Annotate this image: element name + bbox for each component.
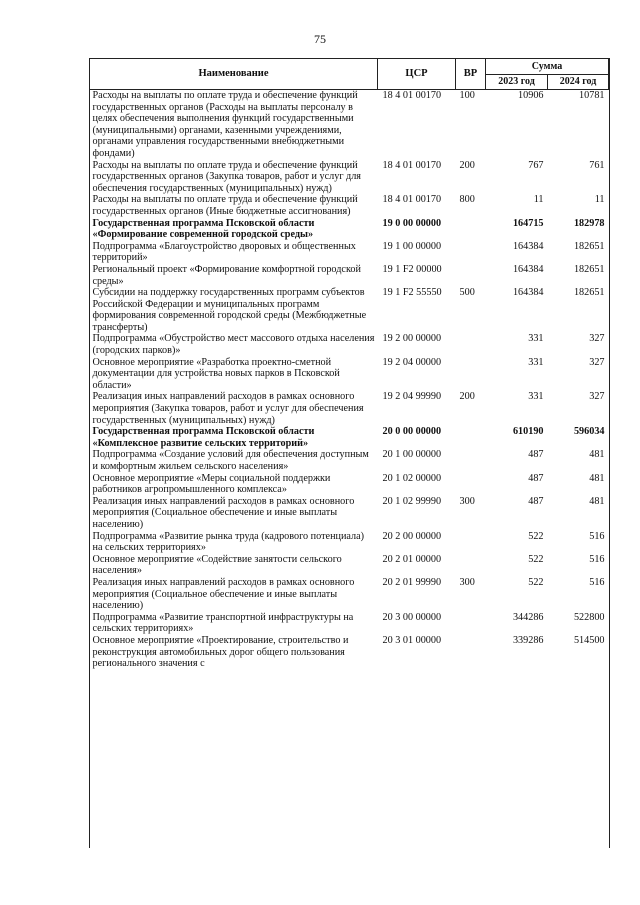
table-row	[90, 473, 609, 496]
row-csr: 20 1 02 99990	[382, 495, 442, 507]
table-row	[90, 241, 609, 264]
row-sum-2023: 522	[528, 553, 544, 565]
row-name: Основное мероприятие «Проектирование, строительство и реконструкция автомобильных дорог общего пользования регионального значения с	[92, 634, 349, 670]
row-csr: 18 4 01 00170	[382, 194, 442, 206]
row-vr: 300	[459, 495, 475, 507]
row-csr: 20 2 01 00000	[382, 553, 442, 565]
row-sum-2024: 596034	[573, 426, 605, 438]
row-sum-2024: 182651	[573, 287, 605, 299]
row-sum-2023: 331	[528, 356, 544, 368]
row-sum-2023: 339286	[512, 634, 544, 646]
row-sum-2024: 481	[589, 449, 605, 461]
row-sum-2023: 522	[528, 530, 544, 542]
row-name: Подпрограмма «Благоустройство дворовых и общественных территорий»	[92, 240, 356, 264]
row-vr	[456, 218, 486, 241]
row-csr: 20 0 00 00000	[382, 426, 442, 438]
row-sum-2023: 487	[528, 495, 544, 507]
row-csr: 19 1 00 00000	[382, 240, 442, 252]
table-row	[90, 531, 609, 554]
row-csr: 19 2 04 99990	[382, 391, 442, 403]
row-name: Расходы на выплаты по оплате труда и обеспечение функций государственных органов (Закупка товаров, работ и услуг для обеспечения государственных (муниципальных) нужд)	[92, 159, 361, 194]
row-sum-2024: 182651	[573, 263, 605, 275]
row-name: Подпрограмма «Развитие транспортной инфраструктуры на сельских территориях»	[92, 611, 354, 635]
row-vr: 500	[459, 287, 475, 299]
row-name: Расходы на выплаты по оплате труда и обеспечение функций государственных органов (Расходы на выплаты персоналу в целях обеспечения выполнения функций государственными (муниципальными) органами, казенными учреждениями, органами управления государственными внебюджетными фондами)	[92, 90, 358, 159]
row-name: Основное мероприятие «Разработка проектно-сметной документации для устройства новых парков в Псковской области»	[92, 356, 340, 391]
row-sum-2023: 164384	[512, 263, 544, 275]
row-vr: 200	[459, 391, 475, 403]
row-sum-2023: 10906	[518, 90, 544, 101]
row-vr	[456, 264, 486, 287]
row-sum-2024: 182978	[573, 217, 605, 229]
table-row	[90, 218, 609, 241]
row-csr: 19 0 00 00000	[382, 217, 442, 229]
row-csr: 19 1 F2 55550	[382, 287, 442, 299]
row-name: Государственная программа Псковской области «Формирование современной городской среды»	[92, 217, 315, 241]
row-vr	[456, 333, 486, 356]
row-csr: 18 4 01 00170	[382, 90, 442, 101]
row-vr	[456, 635, 486, 670]
row-csr: 20 1 00 00000	[382, 449, 442, 461]
row-sum-2024: 514500	[573, 634, 605, 646]
row-sum-2024: 516	[589, 553, 605, 565]
page-number: 75	[314, 32, 326, 46]
row-name: Реализация иных направлений расходов в рамках основного мероприятия (Закупка товаров, работ и услуг для обеспечения государственных (муниципальных) нужд)	[92, 391, 364, 426]
row-vr	[456, 554, 486, 577]
row-vr	[456, 426, 486, 449]
header-vr: ВР	[456, 59, 486, 90]
row-sum-2023: 331	[528, 391, 544, 403]
table-row	[90, 194, 609, 217]
table-row	[90, 612, 609, 635]
row-name: Государственная программа Псковской области «Комплексное развитие сельских территорий»	[92, 426, 315, 449]
table-row	[90, 635, 609, 670]
row-vr	[456, 531, 486, 554]
row-name: Основное мероприятие «Содействие занятости сельского населения»	[92, 553, 342, 577]
row-name: Подпрограмма «Развитие рынка труда (кадрового потенциала) на сельских территориях»	[92, 530, 365, 554]
row-sum-2023: 610190	[512, 426, 544, 438]
table-row	[90, 391, 609, 426]
row-name: Реализация иных направлений расходов в рамках основного мероприятия (Социальное обеспечение и иные выплаты населению)	[92, 576, 355, 612]
table-row	[90, 554, 609, 577]
header-year-2024: 2024 год	[548, 74, 609, 90]
row-sum-2024: 10781	[579, 90, 605, 101]
table-row	[90, 287, 609, 333]
row-sum-2023: 164384	[512, 240, 544, 252]
header-name: Наименование	[90, 59, 378, 90]
row-sum-2024: 481	[589, 472, 605, 484]
row-sum-2024: 327	[589, 333, 605, 345]
row-sum-2023: 164715	[512, 217, 544, 229]
row-sum-2023: 331	[528, 333, 544, 345]
row-csr: 19 1 F2 00000	[382, 263, 442, 275]
row-name: Подпрограмма «Обустройство мест массового отдыха населения (городских парков)»	[92, 333, 375, 357]
row-sum-2024: 516	[589, 530, 605, 542]
row-sum-2024: 481	[589, 495, 605, 507]
table-header	[90, 59, 609, 90]
row-sum-2024: 522800	[573, 611, 605, 623]
row-vr: 100	[459, 90, 475, 101]
table-body	[90, 90, 609, 670]
row-vr	[456, 612, 486, 635]
table-row	[90, 577, 609, 612]
budget-table	[89, 58, 609, 670]
table-row	[90, 449, 609, 472]
row-sum-2023: 522	[528, 576, 544, 588]
row-vr: 200	[459, 159, 475, 171]
table-row	[90, 264, 609, 287]
header-sum: Сумма	[486, 59, 609, 75]
row-sum-2023: 11	[533, 194, 544, 206]
row-name: Субсидии на поддержку государственных программ субъектов Российской Федерации и муниципальных программ формирования современной городской среды (Межбюджетные трансферты)	[92, 287, 367, 333]
row-sum-2023: 767	[528, 159, 544, 171]
row-sum-2023: 344286	[512, 611, 544, 623]
row-sum-2023: 487	[528, 449, 544, 461]
table-row	[90, 496, 609, 531]
row-sum-2024: 327	[589, 356, 605, 368]
row-name: Расходы на выплаты по оплате труда и обеспечение функций государственных органов (Иные бюджетные ассигнования)	[92, 194, 358, 217]
row-csr: 18 4 01 00170	[382, 159, 442, 171]
row-csr: 19 2 04 00000	[382, 356, 442, 368]
row-name: Региональный проект «Формирование комфортной городской среды»	[92, 263, 361, 287]
row-vr	[456, 357, 486, 392]
row-sum-2024: 761	[589, 159, 605, 171]
table-row	[90, 357, 609, 392]
table-row	[90, 426, 609, 449]
row-csr: 20 3 00 00000	[382, 611, 442, 623]
row-csr: 20 2 00 00000	[382, 530, 442, 542]
row-vr	[456, 241, 486, 264]
row-vr: 800	[459, 194, 475, 206]
table-row	[90, 333, 609, 356]
row-name: Основное мероприятие «Меры социальной поддержки работников агропромышленного комплекса»	[92, 472, 331, 496]
row-vr	[456, 449, 486, 472]
row-sum-2024: 11	[594, 194, 605, 206]
row-csr: 20 1 02 00000	[382, 472, 442, 484]
table-row	[90, 160, 609, 195]
header-csr: ЦСР	[378, 59, 456, 90]
row-vr	[456, 473, 486, 496]
row-sum-2024: 516	[589, 576, 605, 588]
row-sum-2023: 164384	[512, 287, 544, 299]
header-year-2023: 2023 год	[486, 74, 548, 90]
row-csr: 19 2 00 00000	[382, 333, 442, 345]
row-sum-2024: 327	[589, 391, 605, 403]
row-csr: 20 2 01 99990	[382, 576, 442, 588]
row-name: Подпрограмма «Создание условий для обеспечения доступным и комфортным жильем сельского населения»	[92, 449, 369, 472]
row-name: Реализация иных направлений расходов в рамках основного мероприятия (Социальное обеспечение и иные выплаты населению)	[92, 495, 355, 530]
row-sum-2024: 182651	[573, 240, 605, 252]
row-vr: 300	[459, 576, 475, 588]
row-sum-2023: 487	[528, 472, 544, 484]
row-csr: 20 3 01 00000	[382, 634, 442, 646]
table-row	[90, 90, 609, 160]
